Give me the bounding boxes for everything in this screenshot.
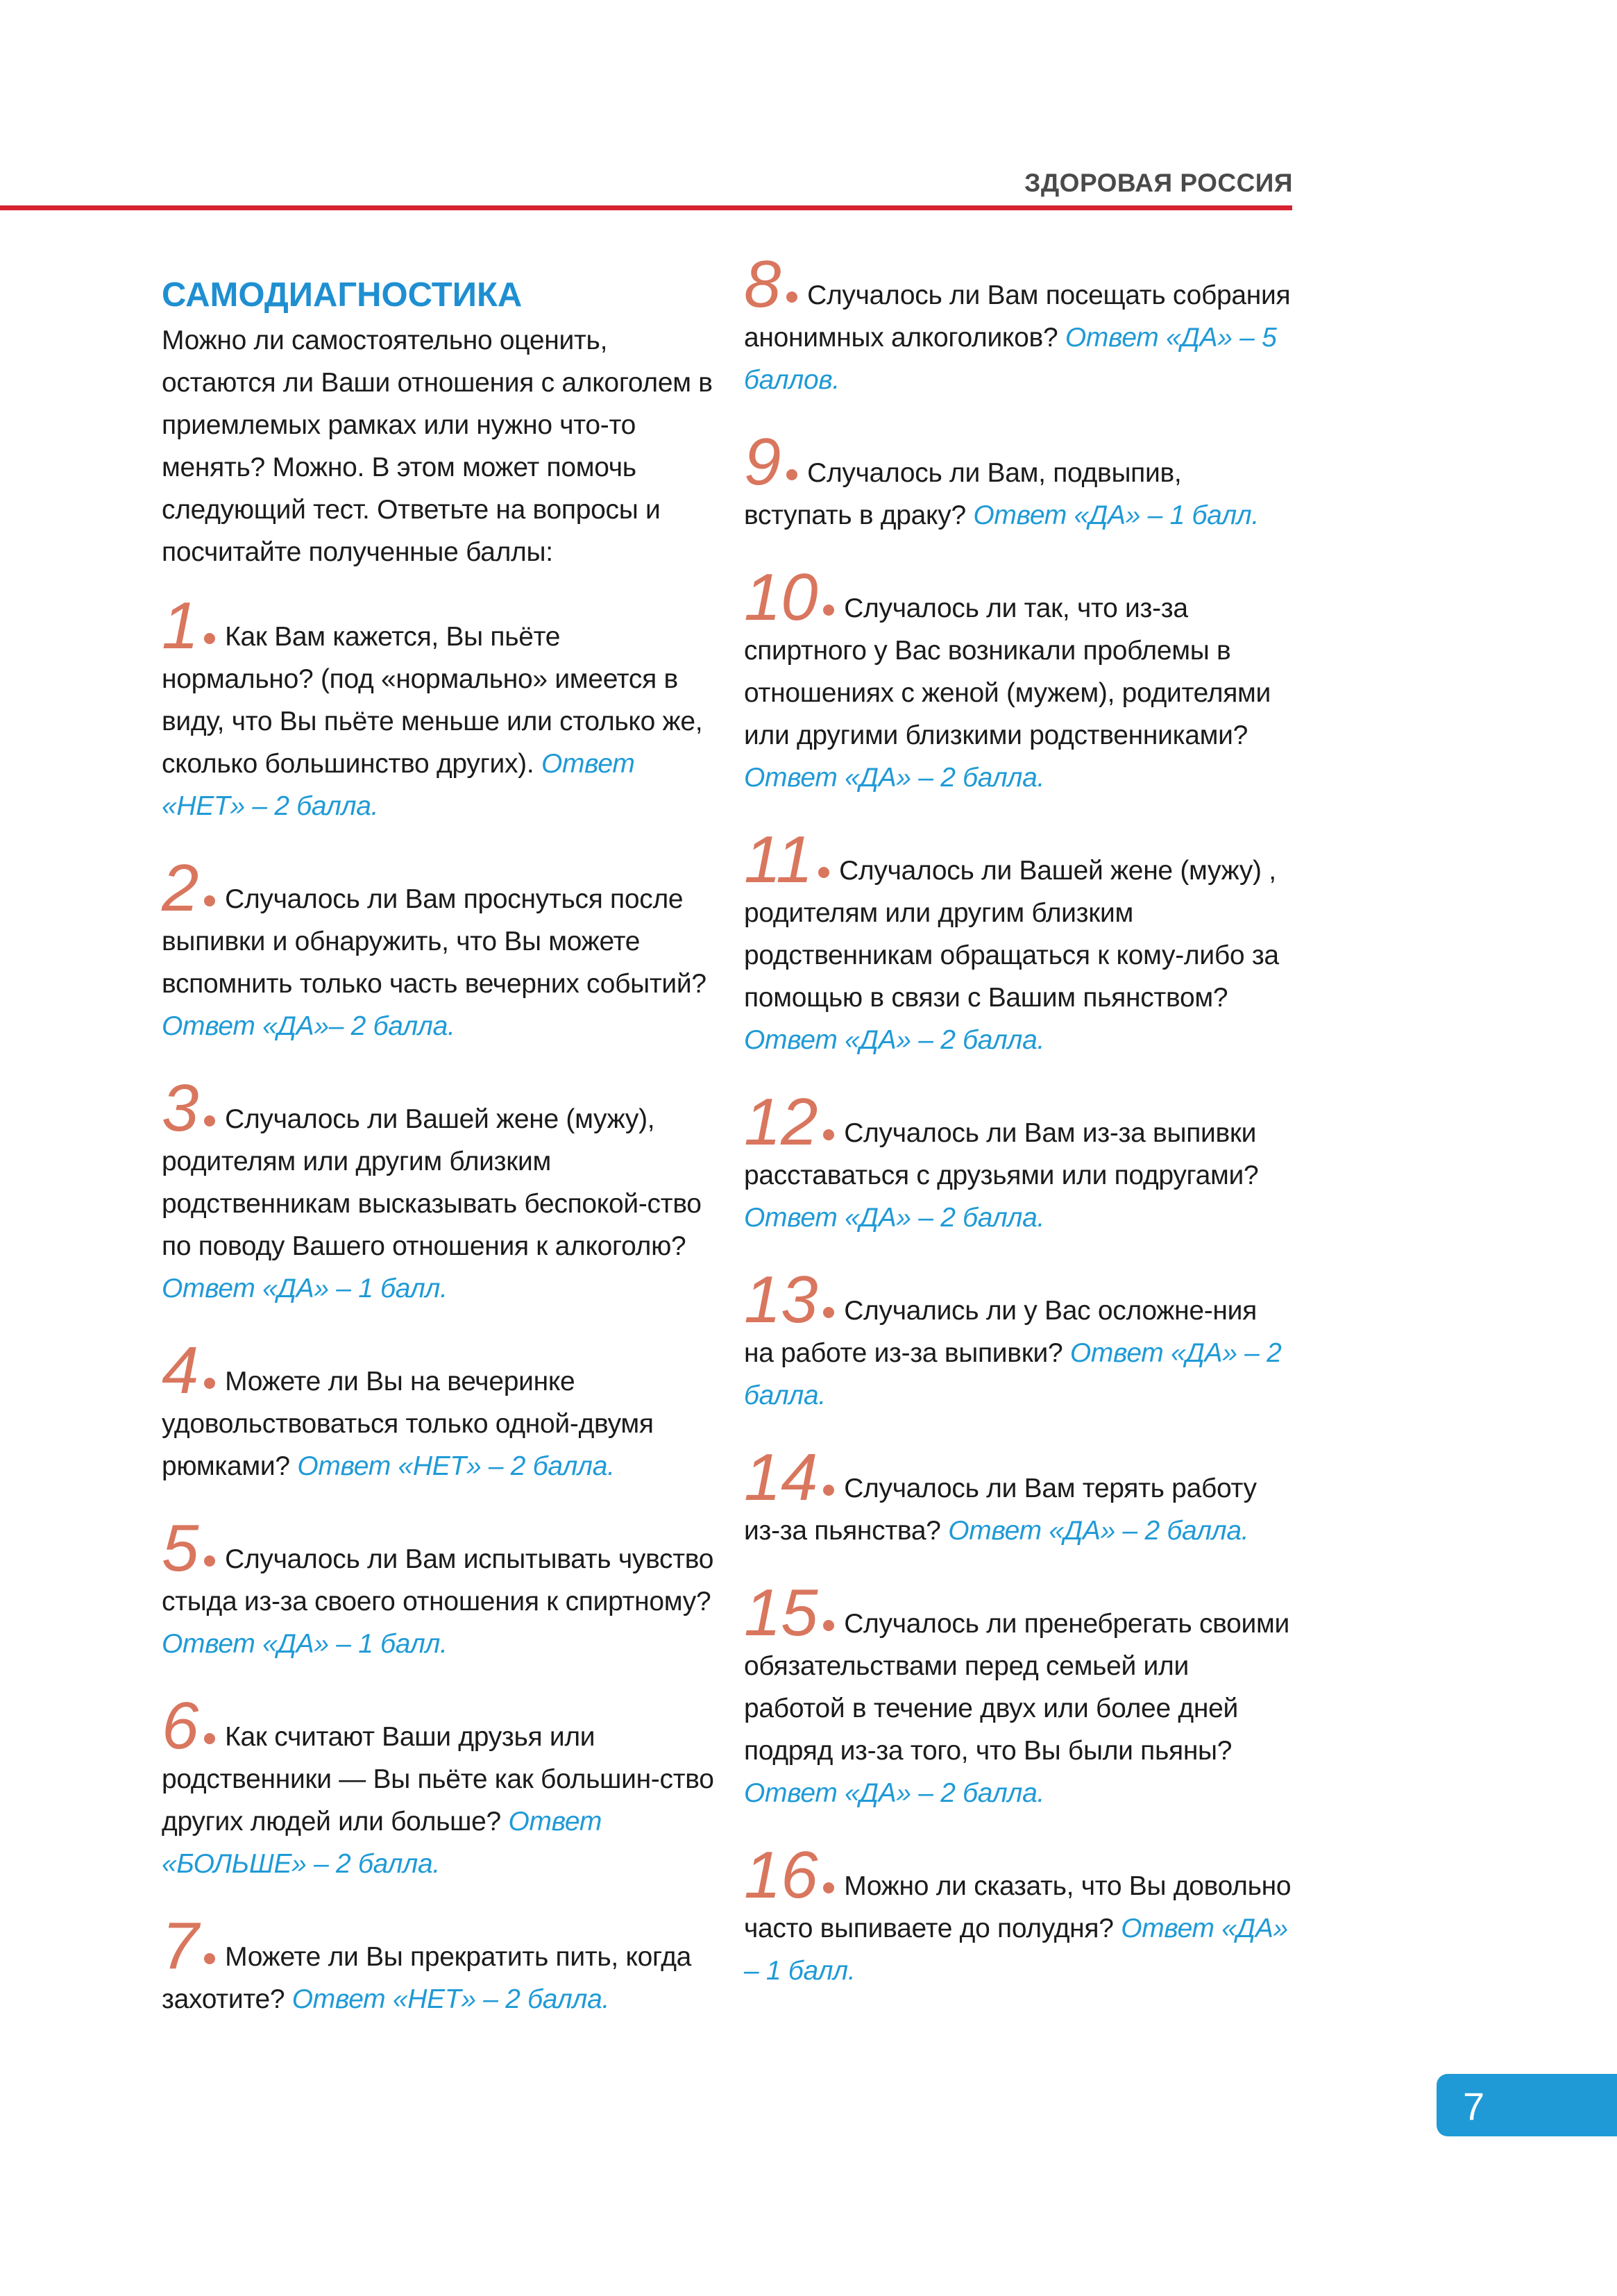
bullet-dot-icon xyxy=(204,633,215,644)
question-answer: Ответ «ДА»– 2 балла. xyxy=(162,1011,455,1041)
question-text: Случались ли у Вас осложне-ния на работе из-за выпивки? xyxy=(744,1296,1257,1368)
question-8 xyxy=(744,247,1292,401)
question-text: Как Вам кажется, Вы пьёте нормально? (под «нормально» имеется в виду, что Вы пьёте меньше или столько же, сколько большинство других). xyxy=(162,622,703,779)
question-answer: Ответ «НЕТ» – 2 балла. xyxy=(162,749,635,821)
bullet-dot-icon xyxy=(204,1378,215,1389)
publication-brand: ЗДОРОВАЯ РОССИЯ xyxy=(1024,169,1293,197)
question-9 xyxy=(744,425,1292,537)
question-text: Можете ли Вы прекратить пить, когда захотите? xyxy=(162,1942,692,2014)
question-text: Можете ли Вы на вечеринке удовольствоваться только одной-двумя рюмками? xyxy=(162,1367,654,1481)
question-answer: Ответ «ДА» – 1 балл. xyxy=(162,1629,448,1659)
question-text: Случалось ли Вам испытывать чувство стыда из-за своего отношения к спиртному? xyxy=(162,1544,714,1617)
question-answer: Ответ «БОЛЬШЕ» – 2 балла. xyxy=(162,1807,602,1879)
question-12 xyxy=(744,1085,1292,1239)
question-text: Случалось ли Вам терять работу из-за пьянства? xyxy=(744,1474,1257,1546)
page-number: 7 xyxy=(1463,2084,1485,2128)
question-number: 10 xyxy=(744,560,818,634)
bullet-dot-icon xyxy=(823,1620,834,1631)
question-number: 2 xyxy=(162,851,199,925)
question-11 xyxy=(744,822,1292,1061)
bullet-dot-icon xyxy=(204,1953,215,1964)
question-text: Случалось ли Вашей жене (мужу) , родителям или другим близким родственникам обращаться к кому-либо за помощью в связи с Вашим пьянством? xyxy=(744,856,1279,1013)
question-number: 6 xyxy=(162,1689,199,1763)
question-answer: Ответ «ДА» – 1 балл. xyxy=(973,500,1260,530)
right-column xyxy=(744,247,1292,2032)
question-text: Случалось ли Вам посещать собрания анонимных алкоголиков? xyxy=(744,280,1291,353)
bullet-dot-icon xyxy=(818,867,829,878)
question-answer: Ответ «ДА» – 2 балла. xyxy=(744,1778,1045,1808)
bullet-dot-icon xyxy=(204,1733,215,1744)
question-text: Как считают Ваши друзья или родственники — Вы пьёте как большин-ство других людей или больше? xyxy=(162,1722,714,1837)
question-number: 5 xyxy=(162,1511,199,1585)
question-7 xyxy=(162,1909,717,2020)
question-text: Можно ли сказать, что Вы довольно часто выпиваете до полудня? xyxy=(744,1871,1292,1943)
bullet-dot-icon xyxy=(786,292,797,303)
bullet-dot-icon xyxy=(786,469,797,480)
question-answer: Ответ «ДА» – 1 балл. xyxy=(744,1914,1288,1986)
question-text: Случалось ли Вам, подвыпив, вступать в драку? xyxy=(744,458,1182,530)
bullet-dot-icon xyxy=(204,895,215,906)
bullet-dot-icon xyxy=(823,1129,834,1140)
header-divider xyxy=(0,205,1292,210)
question-answer: Ответ «ДА» – 2 балла. xyxy=(744,1338,1282,1410)
question-10 xyxy=(744,560,1292,799)
question-answer: Ответ «ДА» – 5 баллов. xyxy=(744,323,1277,395)
page-number-tab xyxy=(1437,2074,1617,2136)
question-3 xyxy=(162,1071,717,1310)
question-number: 4 xyxy=(162,1333,199,1408)
question-answer: Ответ «ДА» – 2 балла. xyxy=(744,763,1045,793)
question-text: Случалось ли Вашей жене (мужу), родителям или другим близким родственникам высказывать беспокой-ство по поводу Вашего отношения к алкоголю? xyxy=(162,1104,702,1261)
question-answer: Ответ «ДА» – 2 балла. xyxy=(948,1516,1249,1546)
bullet-dot-icon xyxy=(823,605,834,616)
question-number: 7 xyxy=(162,1909,199,1983)
question-number: 12 xyxy=(744,1085,818,1159)
left-column xyxy=(162,264,717,2061)
question-number: 13 xyxy=(744,1263,818,1337)
question-15 xyxy=(744,1576,1292,1814)
question-number: 16 xyxy=(744,1838,818,1912)
question-number: 8 xyxy=(744,247,781,321)
question-answer: Ответ «НЕТ» – 2 балла. xyxy=(297,1451,615,1481)
bullet-dot-icon xyxy=(823,1485,834,1496)
question-4 xyxy=(162,1333,717,1487)
question-answer: Ответ «ДА» – 2 балла. xyxy=(744,1203,1045,1233)
bullet-dot-icon xyxy=(204,1115,215,1126)
bullet-dot-icon xyxy=(823,1307,834,1318)
question-text: Случалось ли Вам из-за выпивки расставаться с друзьями или подругами? xyxy=(744,1118,1259,1190)
bullet-dot-icon xyxy=(204,1555,215,1567)
bullet-dot-icon xyxy=(823,1882,834,1893)
question-number: 14 xyxy=(744,1440,818,1514)
question-number: 1 xyxy=(162,589,199,663)
question-5 xyxy=(162,1511,717,1665)
section-title: САМОДИАГНОСТИКА xyxy=(162,276,523,314)
question-text: Случалось ли пренебрегать своими обязательствами перед семьей или работой в течение двух или более дней подряд из-за того, что Вы были пьяны? xyxy=(744,1609,1290,1766)
question-answer: Ответ «ДА» – 2 балла. xyxy=(744,1025,1045,1055)
question-text: Случалось ли Вам проснуться после выпивки и обнаружить, что Вы можете вспомнить только часть вечерних событий? xyxy=(162,884,706,999)
question-6 xyxy=(162,1689,717,1885)
question-answer: Ответ «ДА» – 1 балл. xyxy=(162,1274,448,1303)
question-number: 11 xyxy=(744,822,813,897)
question-number: 15 xyxy=(744,1576,818,1650)
question-14 xyxy=(744,1440,1292,1552)
question-number: 3 xyxy=(162,1071,199,1145)
question-13 xyxy=(744,1263,1292,1417)
question-1 xyxy=(162,589,717,827)
intro-text: Можно ли самостоятельно оценить, остаются ли Ваши отношения с алкоголем в приемлемых рамках или нужно что-то менять? Можно. В этом может помочь следующий тест. Ответьте на вопросы и посчитайте полученные баллы: xyxy=(162,326,713,567)
question-16 xyxy=(744,1838,1292,1992)
question-text: Случалось ли так, что из-за спиртного у Вас возникали проблемы в отношениях с женой (мужем), родителями или другими близкими родственниками? xyxy=(744,593,1271,750)
question-2 xyxy=(162,851,717,1047)
question-answer: Ответ «НЕТ» – 2 балла. xyxy=(291,1984,610,2014)
question-number: 9 xyxy=(744,425,781,499)
